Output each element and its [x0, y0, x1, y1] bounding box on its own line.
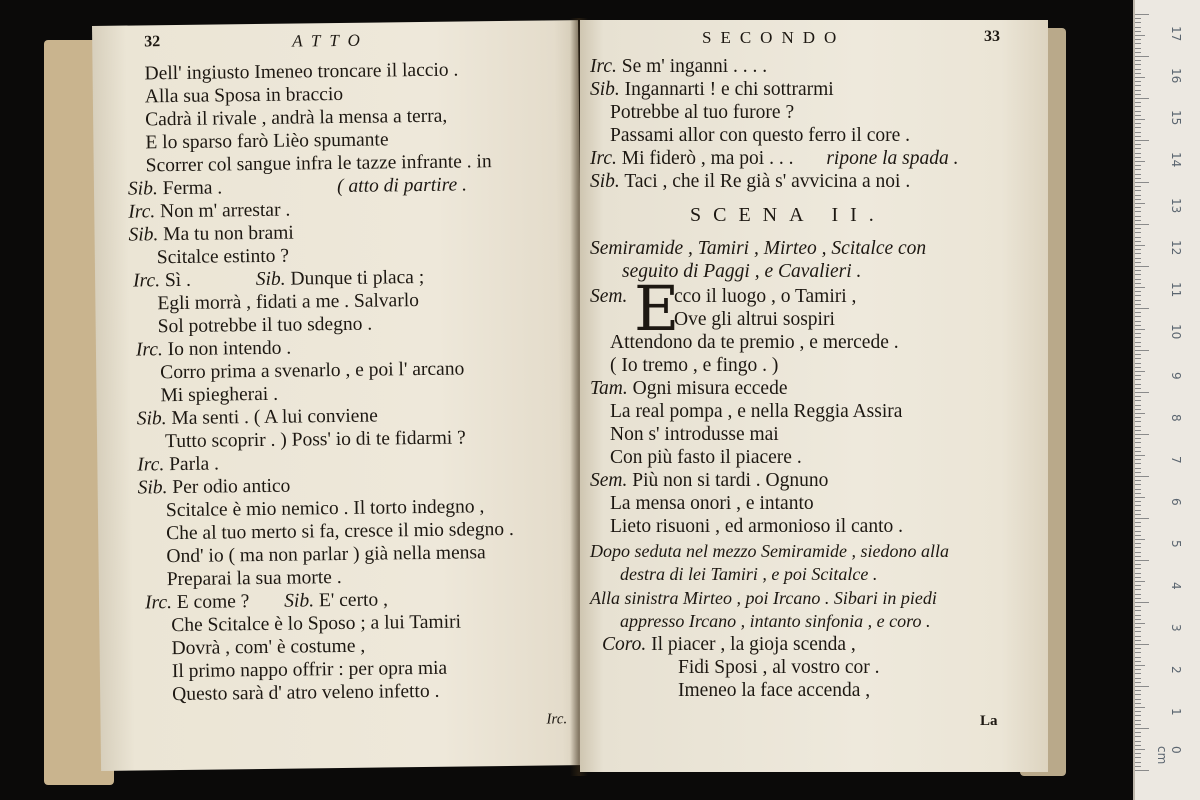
ruler-tick: [1135, 413, 1145, 414]
ruler-tick: [1135, 312, 1141, 313]
ruler-tick: [1135, 610, 1141, 611]
text-line: Il primo nappo offrir : per opra mia: [171, 657, 448, 683]
speaker-label: Irc.: [128, 201, 156, 223]
ruler-tick: [1135, 547, 1141, 548]
ruler-tick: [1135, 442, 1141, 443]
text-line: Scorrer col sangue infra le tazze infrante . in: [145, 151, 492, 177]
ruler-tick: [1135, 648, 1141, 649]
speaker-label: Sib.: [136, 408, 167, 430]
ruler-tick: [1135, 329, 1145, 330]
ruler-tick: [1135, 724, 1141, 725]
ruler-tick: [1135, 636, 1141, 637]
dialogue-line: Sem. Più non si tardi . Ognuno: [590, 470, 829, 491]
ruler-tick: [1135, 694, 1141, 695]
dialogue-line: [590, 286, 627, 308]
ruler-tick: [1135, 732, 1141, 733]
dialogue-line: Irc. Parla .: [137, 453, 220, 476]
ruler-tick: [1135, 115, 1141, 116]
ruler-tick: [1135, 522, 1141, 523]
ruler-label: 5: [1169, 540, 1183, 548]
ruler-tick: [1135, 459, 1141, 460]
ruler-tick: [1135, 661, 1141, 662]
ruler-tick: [1135, 186, 1141, 187]
ruler-tick: [1135, 581, 1145, 582]
ruler-tick: [1135, 237, 1141, 238]
ruler-tick: [1135, 400, 1141, 401]
text-line: Non s' introdusse mai: [610, 424, 779, 445]
ruler-tick: [1135, 14, 1149, 15]
ruler-tick: [1135, 262, 1141, 263]
ruler-tick: [1135, 144, 1141, 145]
speaker-label: Sib.: [590, 171, 620, 192]
dialogue-line: Sib. Ingannarti ! e chi sottrarmi: [590, 79, 834, 100]
ruler-label: 12: [1169, 240, 1183, 256]
ruler-tick: [1135, 720, 1141, 721]
ruler-tick: [1135, 501, 1141, 502]
speaker-label: Sib.: [128, 224, 159, 246]
stage-direction: appresso Ircano , intanto sinfonia , e coro .: [620, 611, 931, 631]
ruler-tick: [1135, 249, 1141, 250]
ruler-tick: [1135, 736, 1141, 737]
ruler-tick: [1135, 409, 1141, 410]
ruler-tick: [1135, 686, 1149, 687]
ruler-tick: [1135, 757, 1141, 758]
ruler-tick: [1135, 388, 1141, 389]
text-line: Scitalce è mio nemico . Il torto indegno ,: [165, 496, 485, 522]
dialogue-line: Irc. Se m' inganni . . . .: [590, 56, 768, 77]
ruler-tick: [1135, 342, 1141, 343]
ruler-tick: [1135, 136, 1141, 137]
right-running-head: SECONDO: [702, 28, 846, 47]
text-line: Imeneo la face accenda ,: [678, 680, 871, 701]
ruler-tick: [1135, 455, 1145, 456]
ruler-tick: [1135, 770, 1149, 771]
ruler-tick: [1135, 371, 1145, 372]
speaker-label: Irc.: [590, 56, 617, 77]
stage-direction: ripone la spada .: [826, 148, 959, 169]
text-line: Dovrà , com' è costume ,: [171, 635, 366, 660]
ruler-tick: [1135, 245, 1145, 246]
ruler-tick: [1135, 64, 1141, 65]
ruler-tick: [1135, 228, 1141, 229]
ruler-label: 15: [1169, 110, 1183, 126]
ruler-tick: [1135, 367, 1141, 368]
ruler-tick: [1135, 518, 1149, 519]
ruler-tick: [1135, 762, 1141, 763]
left-page-header: [92, 26, 578, 56]
ruler-tick: [1135, 354, 1141, 355]
text-line: Ond' io ( ma non parlar ) già nella mensa: [166, 542, 486, 568]
stage-direction: Dopo seduta nel mezzo Semiramide , siedono alla: [590, 541, 949, 561]
text-line: Ove gli altrui sospiri: [674, 309, 835, 330]
speaker-label: Irc.: [132, 270, 161, 292]
ruler-tick: [1135, 174, 1141, 175]
text-line: Mi spiegherai .: [160, 383, 279, 407]
text-line: Preparai la sua morte .: [166, 566, 342, 591]
ruler-tick: [1135, 652, 1141, 653]
ruler-tick: [1135, 392, 1149, 393]
ruler-tick: [1135, 182, 1149, 183]
left-running-head: ATTO: [292, 30, 369, 51]
ruler-tick: [1135, 375, 1141, 376]
text-line: Passami allor con questo ferro il core .: [610, 125, 910, 146]
ruler-tick: [1135, 211, 1141, 212]
catchword: Irc.: [546, 711, 568, 728]
ruler-tick: [1135, 363, 1141, 364]
ruler-tick: [1135, 98, 1149, 99]
ruler-tick: [1135, 77, 1145, 78]
ruler-tick: [1135, 665, 1145, 666]
ruler-tick: [1135, 18, 1141, 19]
ruler-tick: [1135, 232, 1141, 233]
ruler-tick: [1135, 148, 1141, 149]
ruler-tick: [1135, 640, 1141, 641]
ruler-tick: [1135, 308, 1149, 309]
ruler-tick: [1135, 606, 1141, 607]
dialogue-line: Coro. Il piacer , la gioja scenda ,: [602, 634, 856, 655]
text-line: Cadrà il rivale , andrà la mensa a terra,: [145, 105, 448, 131]
ruler-tick: [1135, 358, 1141, 359]
ruler-tick: [1135, 560, 1149, 561]
speaker-label: Irc.: [590, 148, 617, 169]
ruler-tick: [1135, 69, 1141, 70]
left-page-number: 32: [144, 33, 161, 51]
ruler-tick: [1135, 300, 1141, 301]
right-page: [580, 20, 1048, 772]
ruler-tick: [1135, 119, 1145, 120]
speaker-label: Sib.: [255, 268, 286, 291]
character-list: Semiramide , Tamiri , Mirteo , Scitalce con: [590, 238, 927, 259]
ruler-tick: [1135, 52, 1141, 53]
ruler-label: 13: [1169, 198, 1183, 214]
ruler-tick: [1135, 728, 1149, 729]
ruler-tick: [1135, 669, 1141, 670]
stage-direction: Alla sinistra Mirteo , poi Ircano . Sibari in piedi: [590, 588, 937, 608]
ruler-label: 11: [1169, 282, 1183, 298]
ruler-tick: [1135, 741, 1141, 742]
text-line: Attendono da te premio , e mercede .: [610, 332, 899, 353]
ruler-tick: [1135, 505, 1141, 506]
text-line: Corro prima a svenarlo , e poi l' arcano: [160, 358, 465, 384]
ruler-tick: [1135, 291, 1141, 292]
ruler-tick: [1135, 195, 1141, 196]
ruler-label: 0 cm: [1155, 746, 1183, 765]
ruler-tick: [1135, 699, 1141, 700]
ruler-tick: [1135, 489, 1141, 490]
ruler-tick: [1135, 258, 1141, 259]
ruler-tick: [1135, 27, 1141, 28]
left-page: [92, 20, 587, 771]
ruler-tick: [1135, 241, 1141, 242]
ruler-tick: [1135, 224, 1149, 225]
ruler-tick: [1135, 568, 1141, 569]
ruler-tick: [1135, 682, 1141, 683]
ruler-tick: [1135, 573, 1141, 574]
ruler-tick: [1135, 657, 1141, 658]
drop-cap: E: [634, 272, 680, 345]
ruler-tick: [1135, 111, 1141, 112]
ruler-tick: [1135, 333, 1141, 334]
ruler-tick: [1135, 56, 1149, 57]
ruler-label: 10: [1169, 324, 1183, 340]
ruler-tick: [1135, 39, 1141, 40]
ruler-tick: [1135, 623, 1145, 624]
ruler-tick: [1135, 678, 1141, 679]
stage-direction: ( atto di partire .: [336, 174, 468, 198]
ruler-tick: [1135, 577, 1141, 578]
ruler-tick: [1135, 169, 1141, 170]
text-line: Questo sarà d' atro veleno infetto .: [172, 680, 440, 706]
ruler-tick: [1135, 270, 1141, 271]
ruler-tick: [1135, 325, 1141, 326]
text-line: Egli morrà , fidati a me . Salvarlo: [157, 290, 420, 315]
text-line: Sol potrebbe il tuo sdegno .: [157, 313, 373, 338]
ruler-tick: [1135, 350, 1149, 351]
text-line: Potrebbe al tuo furore ?: [610, 102, 795, 123]
ruler-tick: [1135, 585, 1141, 586]
speaker-label: Irc.: [144, 592, 173, 614]
stage-direction: destra di lei Tamiri , e poi Scitalce .: [620, 564, 878, 584]
ruler-label: 8: [1169, 414, 1183, 422]
ruler-tick: [1135, 589, 1141, 590]
ruler-tick: [1135, 165, 1141, 166]
speaker-label: Sem.: [590, 470, 628, 491]
dialogue-line: Irc. Sì . Sib. Dunque ti placa ;: [132, 266, 425, 292]
ruler-tick: [1135, 274, 1141, 275]
ruler-tick: [1135, 60, 1141, 61]
ruler-label: 2: [1169, 666, 1183, 674]
right-page-number: 33: [984, 28, 1000, 45]
dialogue-line: Sib. Per odio antico: [137, 475, 291, 499]
dialogue-line: Tam. Ogni misura eccede: [590, 378, 788, 399]
ruler-tick: [1135, 476, 1149, 477]
scene-heading: SCENA II.: [690, 204, 886, 226]
ruler-tick: [1135, 543, 1141, 544]
text-line: E lo sparso farò Lièo spumante: [145, 129, 389, 154]
ruler-tick: [1135, 497, 1145, 498]
character-list: seguito di Paggi , e Cavalieri .: [622, 261, 862, 282]
ruler-tick: [1135, 564, 1141, 565]
ruler-tick: [1135, 337, 1141, 338]
dialogue-line: Sib. Ferma . ( atto di partire .: [127, 174, 468, 200]
ruler-tick: [1135, 22, 1141, 23]
ruler-tick: [1135, 447, 1141, 448]
speaker-label: Coro.: [602, 634, 647, 655]
ruler-tick: [1135, 35, 1145, 36]
dialogue-line: Sib. Ma tu non brami: [128, 222, 294, 246]
text-line: ( Io tremo , e fingo . ): [610, 355, 779, 376]
speaker-label: Tam.: [590, 378, 628, 399]
ruler-tick: [1135, 472, 1141, 473]
ruler-tick: [1135, 81, 1141, 82]
ruler-tick: [1135, 106, 1141, 107]
speaker-label: Sib.: [127, 178, 158, 200]
ruler-tick: [1135, 766, 1141, 767]
ruler-tick: [1135, 253, 1141, 254]
ruler-tick: [1135, 295, 1141, 296]
text-line: Fidi Sposi , al vostro cor .: [678, 657, 880, 678]
ruler-tick: [1135, 396, 1141, 397]
ruler-tick: [1135, 715, 1141, 716]
ruler-tick: [1135, 526, 1141, 527]
dialogue-line: Irc. Io non intendo .: [135, 337, 292, 361]
ruler-tick: [1135, 552, 1141, 553]
speaker-label: Sib.: [590, 79, 620, 100]
ruler-label: 9: [1169, 372, 1183, 380]
speaker-label: Irc.: [135, 339, 163, 361]
ruler-tick: [1135, 203, 1145, 204]
ruler-tick: [1135, 703, 1141, 704]
ruler-tick: [1135, 161, 1145, 162]
dialogue-line: Irc. Non m' arrestar .: [128, 199, 291, 223]
ruler-tick: [1135, 535, 1141, 536]
ruler-tick: [1135, 644, 1149, 645]
ruler-tick: [1135, 690, 1141, 691]
text-line: Alla sua Sposa in braccio: [144, 83, 344, 108]
ruler-tick: [1135, 531, 1141, 532]
ruler-tick: [1135, 102, 1141, 103]
ruler-tick: [1135, 421, 1141, 422]
ruler-tick: [1135, 384, 1141, 385]
ruler-tick: [1135, 463, 1141, 464]
speaker-label: Irc.: [137, 454, 165, 476]
ruler-tick: [1135, 539, 1145, 540]
ruler-tick: [1135, 602, 1149, 603]
ruler-label: 4: [1169, 582, 1183, 590]
ruler-tick: [1135, 379, 1141, 380]
ruler-tick: [1135, 283, 1141, 284]
ruler-tick: [1135, 753, 1141, 754]
dialogue-line: Irc. Mi fiderò , ma poi . . . ripone la spada .: [590, 148, 959, 169]
ruler-tick: [1135, 631, 1141, 632]
ruler-tick: [1135, 85, 1141, 86]
ruler-tick: [1135, 510, 1141, 511]
ruler-tick: [1135, 132, 1141, 133]
text-line: Che al tuo merto si fa, cresce il mio sdegno .: [166, 518, 514, 545]
ruler-tick: [1135, 48, 1141, 49]
text-line: Dell' ingiusto Imeneo troncare il laccio .: [144, 59, 459, 85]
text-line: Lieto risuoni , ed armonioso il canto .: [610, 516, 903, 537]
ruler-tick: [1135, 220, 1141, 221]
ruler-tick: [1135, 140, 1149, 141]
ruler-tick: [1135, 190, 1141, 191]
ruler-tick: [1135, 468, 1141, 469]
measuring-ruler: [1133, 0, 1200, 800]
ruler-tick: [1135, 216, 1141, 217]
ruler-tick: [1135, 673, 1141, 674]
right-page-header: [580, 26, 1048, 50]
ruler-tick: [1135, 514, 1141, 515]
catchword: La: [980, 713, 998, 729]
speaker-label: Sem.: [590, 286, 628, 307]
ruler-tick: [1135, 199, 1141, 200]
ruler-tick: [1135, 207, 1141, 208]
speaker-label: Sib.: [284, 590, 315, 612]
ruler-tick: [1135, 451, 1141, 452]
text-line: Tutto scoprir . ) Poss' io di te fidarmi ?: [164, 427, 466, 453]
dialogue-line: Irc. E come ? Sib. E' certo ,: [144, 589, 389, 614]
ruler-tick: [1135, 43, 1141, 44]
ruler-tick: [1135, 707, 1145, 708]
ruler-tick: [1135, 316, 1141, 317]
ruler-tick: [1135, 157, 1141, 158]
text-line: La mensa onori , e intanto: [610, 493, 814, 514]
ruler-tick: [1135, 598, 1141, 599]
ruler-label: 16: [1169, 68, 1183, 84]
ruler-tick: [1135, 430, 1141, 431]
ruler-tick: [1135, 346, 1141, 347]
ruler-tick: [1135, 73, 1141, 74]
ruler-tick: [1135, 556, 1141, 557]
ruler-tick: [1135, 405, 1141, 406]
ruler-tick: [1135, 426, 1141, 427]
ruler-tick: [1135, 480, 1141, 481]
ruler-tick: [1135, 438, 1141, 439]
text-line: cco il luogo , o Tamiri ,: [674, 286, 857, 307]
ruler-label: 6: [1169, 498, 1183, 506]
ruler-tick: [1135, 90, 1141, 91]
ruler-tick: [1135, 749, 1145, 750]
dialogue-line: Sib. Taci , che il Re già s' avvicina a noi .: [590, 171, 911, 192]
dialogue-line: Sib. Ma senti . ( A lui conviene: [136, 405, 378, 430]
text-line: Con più fasto il piacere .: [610, 447, 802, 468]
speaker-label: Sib.: [137, 477, 168, 499]
ruler-tick: [1135, 417, 1141, 418]
ruler-tick: [1135, 304, 1141, 305]
ruler-tick: [1135, 615, 1141, 616]
ruler-label: 3: [1169, 624, 1183, 632]
ruler-tick: [1135, 127, 1141, 128]
ruler-tick: [1135, 123, 1141, 124]
ruler-label: 7: [1169, 456, 1183, 464]
text-line: Scitalce estinto ?: [156, 245, 290, 269]
ruler-tick: [1135, 434, 1149, 435]
ruler-tick: [1135, 153, 1141, 154]
ruler-tick: [1135, 94, 1141, 95]
ruler-tick: [1135, 745, 1141, 746]
ruler-tick: [1135, 279, 1141, 280]
ruler-tick: [1135, 594, 1141, 595]
text-line: La real pompa , e nella Reggia Assira: [610, 401, 903, 422]
ruler-tick: [1135, 31, 1141, 32]
ruler-tick: [1135, 627, 1141, 628]
text-line: Che Scitalce è lo Sposo ; a lui Tamiri: [171, 611, 462, 637]
ruler-tick: [1135, 619, 1141, 620]
ruler-label: 14: [1169, 152, 1183, 168]
ruler-tick: [1135, 484, 1141, 485]
ruler-tick: [1135, 178, 1141, 179]
ruler-tick: [1135, 266, 1149, 267]
ruler-label: 17: [1169, 26, 1183, 42]
ruler-tick: [1135, 321, 1141, 322]
ruler-tick: [1135, 493, 1141, 494]
ruler-label: 1: [1169, 708, 1183, 716]
ruler-tick: [1135, 711, 1141, 712]
ruler-tick: [1135, 287, 1145, 288]
